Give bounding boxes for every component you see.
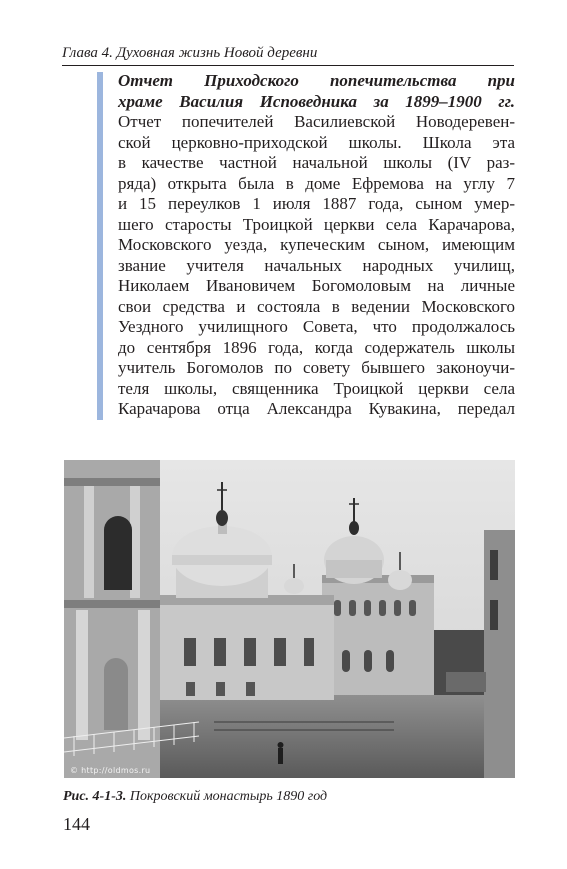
accent-sidebar-bar: [97, 72, 103, 420]
body-line: ской церковно-приходской школы. Школа эта: [118, 132, 515, 152]
page-number: 144: [63, 814, 90, 834]
body-line: звание учителя начальных народных училищ,: [118, 255, 515, 275]
running-header: Глава 4. Духовная жизнь Новой деревни: [62, 45, 318, 61]
body-line: Николаем Ивановичем Богомоловым на личные: [118, 276, 515, 295]
monastery-photo-drawing: [64, 460, 515, 778]
section-title-line: Отчет Приходского попечительства при: [118, 71, 515, 90]
body-line: до сентября 1896 года, когда содержатель школы: [118, 337, 515, 357]
body-line: учитель Богомолов по совету бывшего законоучи-: [118, 358, 515, 377]
header-divider: [62, 65, 514, 66]
body-line: Московского уезда, купеческим сыном, имеющим: [118, 235, 515, 254]
body-line: Отчет попечителей Василиевской Новодеревен-: [118, 112, 515, 131]
caption-text: Покровский монастырь 1890 год: [129, 789, 328, 804]
body-line: теля школы, священника Троицкой церкви села: [118, 378, 515, 398]
photo-watermark: © http://oldmos.ru: [70, 766, 151, 775]
body-line: шего старосты Троицкой церкви села Карачарова,: [118, 214, 515, 234]
body-line: Уездного училищного Совета, что продолжалось: [118, 317, 515, 336]
body-line: свои средства и состояла в ведении Московского: [118, 296, 515, 316]
caption-label: Рис. 4-1-3.: [63, 789, 127, 804]
section-title-line: храме Василия Исповедника за 1899–1900 гг.: [118, 91, 515, 111]
body-line: и 15 переулков 1 июля 1887 года, сыном умер-: [118, 194, 515, 213]
section-text-block: [118, 71, 515, 420]
body-line: Карачарова отца Александра Кувакина, передал: [118, 399, 515, 418]
figure-caption: [63, 788, 515, 805]
monastery-photograph: [64, 460, 515, 778]
body-line: ряда) открыта была в доме Ефремова на углу 7: [118, 173, 515, 193]
body-line: в качестве частной начальной школы (IV раз-: [118, 153, 515, 172]
